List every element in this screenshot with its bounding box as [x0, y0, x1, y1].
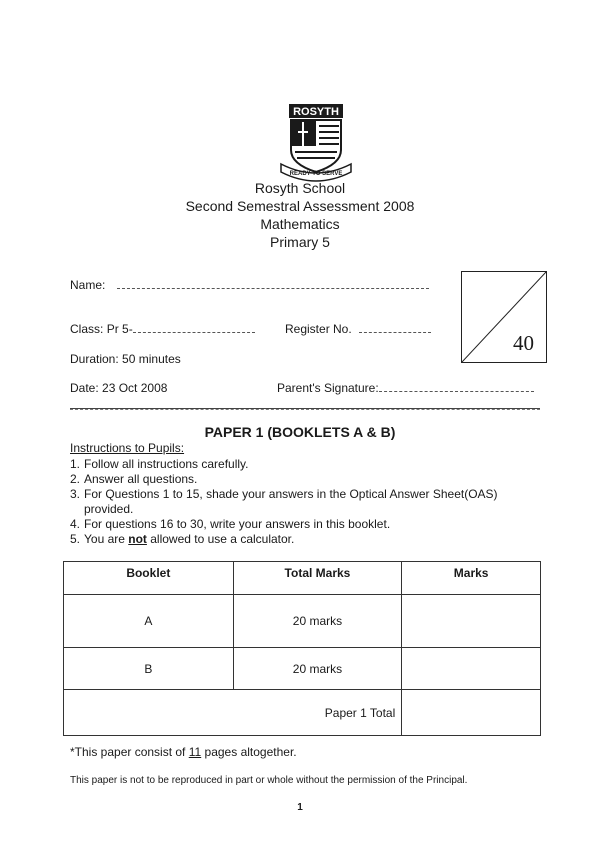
paper-title: PAPER 1 (BOOKLETS A & B) [204, 424, 396, 440]
paper-total-label: Paper 1 Total [64, 690, 402, 736]
instruction-item: 1. Follow all instructions carefully. [70, 457, 249, 471]
crest-motto: READY TO SERVE [289, 171, 343, 177]
instruction-emphasis: not [128, 532, 147, 546]
school-crest [277, 102, 355, 182]
total-marks-cell: 20 marks [233, 595, 402, 648]
header-total-marks: Total Marks [233, 562, 402, 595]
score-box [461, 271, 547, 363]
score-total: 40 [513, 331, 534, 355]
class-label: Class: [70, 322, 104, 336]
instruction-item: 3. For Questions 1 to 15, shade your answers in the Optical Answer Sheet(OAS) provided. [70, 487, 498, 516]
name-blank[interactable] [117, 278, 429, 289]
class-value: Pr 5- [106, 322, 133, 336]
name-label: Name: [70, 278, 106, 292]
school-name: Rosyth School [254, 180, 346, 196]
table-row [64, 648, 541, 690]
table-row [64, 595, 541, 648]
table-header-row [64, 562, 541, 595]
pages-count: 11 [188, 745, 202, 759]
divider [70, 408, 540, 410]
register-label: Register No. [285, 322, 352, 336]
booklet-cell: B [64, 648, 234, 690]
instruction-item: 5. You are not allowed to use a calculator. [70, 532, 295, 546]
instructions-list [70, 457, 550, 547]
assessment-title: Second Semestral Assessment 2008 [185, 198, 415, 214]
page-number: 1 [297, 802, 303, 813]
class-field [70, 322, 255, 336]
subject-title: Mathematics [260, 216, 340, 232]
date-value: 23 Oct 2008 [102, 381, 168, 395]
date-field [70, 381, 167, 395]
booklet-cell: A [64, 595, 234, 648]
register-blank[interactable] [359, 322, 431, 333]
crest-emblem-icon [277, 102, 355, 182]
paper-total-cell[interactable] [402, 690, 541, 736]
date-label: Date: [70, 381, 99, 395]
instruction-item: 4. For questions 16 to 30, write your answers in this booklet. [70, 517, 391, 531]
marks-table [63, 561, 541, 736]
duration-value: 50 minutes [122, 352, 181, 366]
crest-banner-text: ROSYTH [293, 106, 339, 118]
signature-blank[interactable] [379, 381, 534, 392]
total-marks-cell: 20 marks [233, 648, 402, 690]
register-field [285, 322, 431, 336]
marks-cell[interactable] [402, 595, 541, 648]
permission-note: This paper is not to be reproduced in part or whole without the permission of the Principal. [70, 775, 468, 786]
name-field [70, 278, 429, 292]
pages-note: *This paper consist of 11 pages altogether. [70, 745, 297, 759]
instruction-item: 2. Answer all questions. [70, 472, 198, 486]
total-row [64, 690, 541, 736]
duration-label: Duration: [70, 352, 119, 366]
level-title: Primary 5 [270, 234, 330, 250]
class-blank[interactable] [133, 322, 255, 333]
header-booklet: Booklet [64, 562, 234, 595]
header-marks: Marks [402, 562, 541, 595]
signature-label: Parent's Signature: [277, 381, 379, 395]
signature-field [277, 381, 534, 395]
duration-field [70, 352, 181, 366]
marks-cell[interactable] [402, 648, 541, 690]
instructions-heading: Instructions to Pupils: [70, 441, 185, 455]
